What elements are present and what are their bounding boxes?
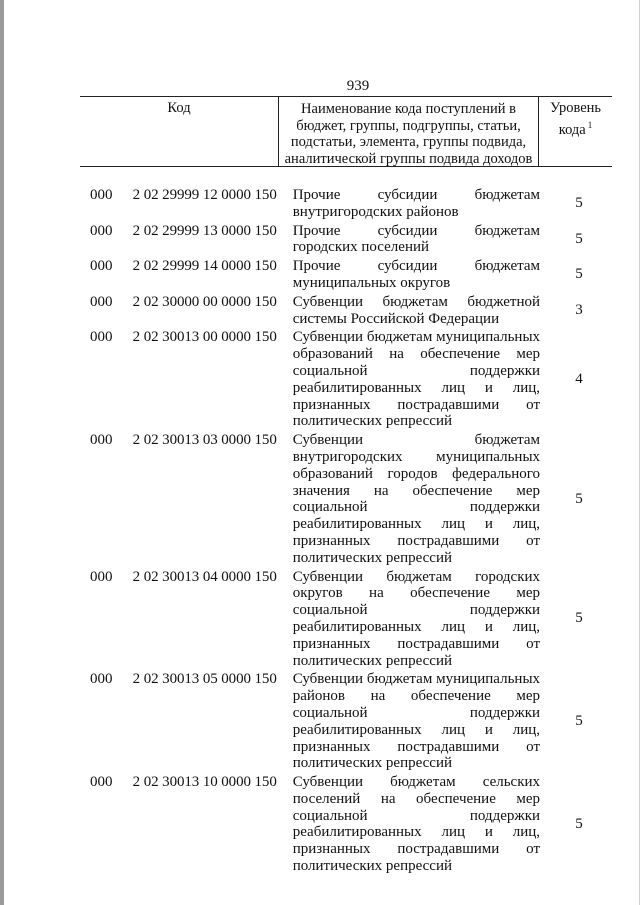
table-row <box>80 294 612 328</box>
row-name: Субвенции бюджетам муниципальных образований на обеспечение мер социальной поддержки реабилитированных лиц и лиц, признанных пострадавшими от политических репрессий <box>292 329 541 430</box>
row-level: 5 <box>575 195 583 212</box>
row-code: 2 02 30013 04 0000 150 <box>132 568 277 585</box>
row-name: Прочие субсидии бюджетам городских поселений <box>292 222 541 256</box>
page-number: 939 <box>346 78 370 94</box>
row-code: 2 02 29999 13 0000 150 <box>132 222 277 239</box>
row-level: 4 <box>575 371 583 388</box>
table-row <box>80 569 612 670</box>
row-level: 5 <box>575 230 583 247</box>
row-name: Прочие субсидии бюджетам внутригородских районов <box>292 187 541 220</box>
scan-edge-left <box>0 0 4 905</box>
row-name: Субвенции бюджетам внутригородских муниципальных образований городов федерального значения на обеспечение мер социальной поддержки реабилитированных лиц и лиц, признанных пострадавшими от политических репрессий <box>292 432 541 566</box>
row-prefix: 000 <box>90 187 113 203</box>
row-level: 5 <box>575 610 583 627</box>
row-prefix: 000 <box>90 329 113 346</box>
row-prefix: 000 <box>90 258 113 275</box>
table-row <box>80 187 612 221</box>
row-level: 5 <box>575 490 583 507</box>
row-prefix: 000 <box>90 568 113 585</box>
row-name: Субвенции бюджетам бюджетной системы Российской Федерации <box>292 293 541 327</box>
table-row <box>80 223 612 257</box>
row-name: Субвенции бюджетам городских округов на обеспечение мер социальной поддержки реабилитированных лиц и лиц, признанных пострадавшими от политических репрессий <box>292 568 541 669</box>
row-prefix: 000 <box>90 222 113 239</box>
table-header <box>80 96 612 167</box>
table-body <box>80 187 612 875</box>
table-row <box>80 774 612 875</box>
row-name: Субвенции бюджетам сельских поселений на обеспечение мер социальной поддержки реабилитированных лиц и лиц, признанных пострадавшими от политических репрессий <box>292 774 541 875</box>
row-prefix: 000 <box>90 432 113 449</box>
row-level: 5 <box>575 266 583 283</box>
row-prefix: 000 <box>90 293 113 310</box>
table-row <box>80 329 612 430</box>
row-code: 2 02 29999 12 0000 150 <box>132 187 277 203</box>
header-name: Наименование кода поступлений в бюджет, группы, подгруппы, статьи, подстатьи, элемента, группы подвида, аналитической группы подвида доходов <box>279 97 539 166</box>
header-level-footnote: 1 <box>587 119 593 130</box>
row-code: 2 02 30013 10 0000 150 <box>132 774 277 791</box>
table-row <box>80 258 612 292</box>
row-name: Прочие субсидии бюджетам муниципальных округов <box>292 258 541 291</box>
row-prefix: 000 <box>90 671 113 688</box>
header-code: Код <box>80 97 279 166</box>
row-level: 5 <box>575 713 583 730</box>
row-code: 2 02 30013 05 0000 150 <box>132 671 277 688</box>
row-level: 3 <box>575 302 583 319</box>
row-name: Субвенции бюджетам муниципальных районов на обеспечение мер социальной поддержки реабилитированных лиц и лиц, признанных пострадавшими от политических репрессий <box>292 671 541 772</box>
header-level: Уровень кода <box>549 100 602 138</box>
row-code: 2 02 30000 00 0000 150 <box>132 293 277 310</box>
table-row <box>80 671 612 772</box>
row-code: 2 02 29999 14 0000 150 <box>132 258 277 275</box>
row-code: 2 02 30013 00 0000 150 <box>132 329 277 346</box>
table-row <box>80 432 612 566</box>
row-level: 5 <box>575 815 583 832</box>
header-level-cell <box>539 97 612 166</box>
row-prefix: 000 <box>90 774 113 791</box>
row-code: 2 02 30013 03 0000 150 <box>132 432 277 449</box>
